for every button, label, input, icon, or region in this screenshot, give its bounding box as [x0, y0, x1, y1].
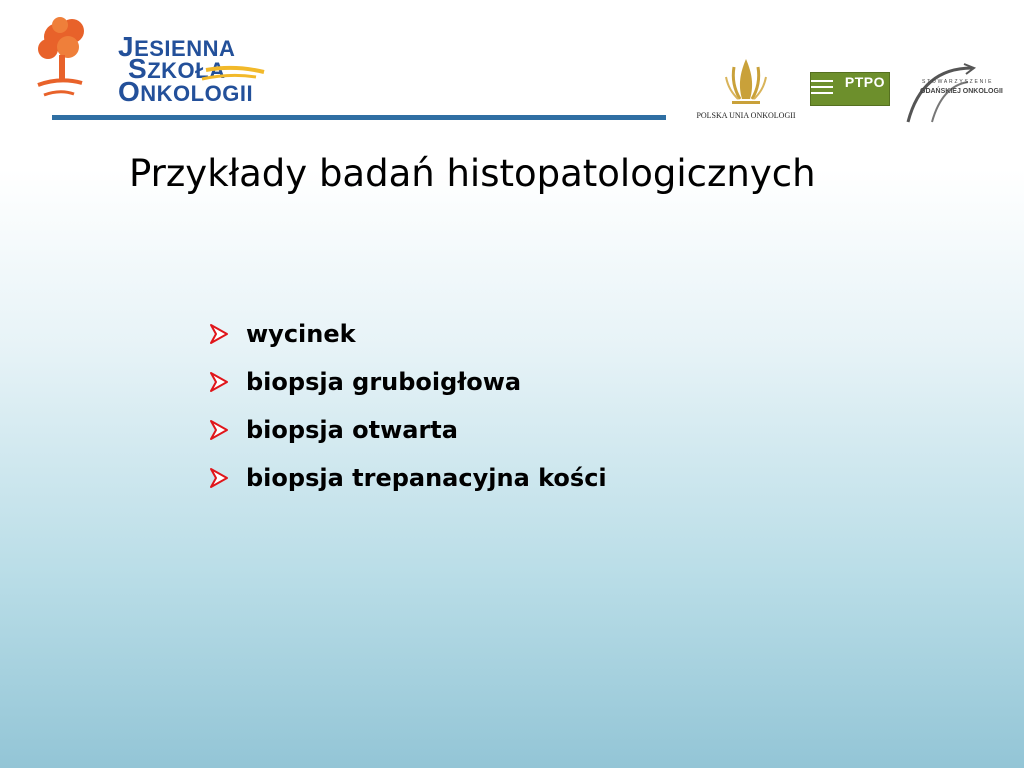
- logo-line-3-rest: NKOLOGII: [140, 81, 254, 106]
- arrow-bullet-icon: [208, 371, 230, 393]
- bullet-text: biopsja otwarta: [246, 416, 458, 444]
- ptpo-stripes-icon: [811, 73, 841, 105]
- list-item: [208, 310, 607, 358]
- sgo-line-1: STOWARZYSZENIE: [922, 79, 994, 85]
- arrow-bullet-icon: [208, 467, 230, 489]
- sgo-logo: [902, 62, 1003, 126]
- header-rule: [52, 115, 666, 120]
- bullet-text: wycinek: [246, 320, 356, 348]
- logo-line-3: ONKOLOGII: [118, 76, 254, 107]
- logo-swoosh-icon: [30, 15, 270, 110]
- logo-line-1-rest: ESIENNA: [134, 36, 236, 61]
- logo-line-1: JESIENNA: [118, 31, 236, 62]
- logo-line-2: SZKOŁA: [128, 53, 226, 84]
- arrow-bullet-icon: [208, 419, 230, 441]
- list-item: [208, 358, 607, 406]
- list-item: [208, 406, 607, 454]
- arrow-bullet-icon: [208, 323, 230, 345]
- logo-line-2-rest: ZKOŁA: [147, 58, 226, 83]
- ptpo-logo: [810, 72, 890, 106]
- bullet-text: biopsja trepanacyjna kości: [246, 464, 607, 492]
- jesienna-szkola-onkologii-logo: [30, 15, 270, 110]
- bullet-text: biopsja gruboigłowa: [246, 368, 522, 396]
- pul-label: POLSKA UNIA ONKOLOGII: [696, 111, 796, 120]
- list-item: [208, 454, 607, 502]
- sgo-line-2: GDAŃSKIEJ ONKOLOGII: [920, 88, 1003, 95]
- slide-title: Przykłady badań histopatologicznych: [129, 152, 816, 195]
- bullet-list: [208, 310, 607, 502]
- ptpo-label: PTPO: [844, 74, 885, 90]
- flame-icon: [690, 55, 802, 111]
- polska-unia-onkologii-logo: [690, 55, 802, 125]
